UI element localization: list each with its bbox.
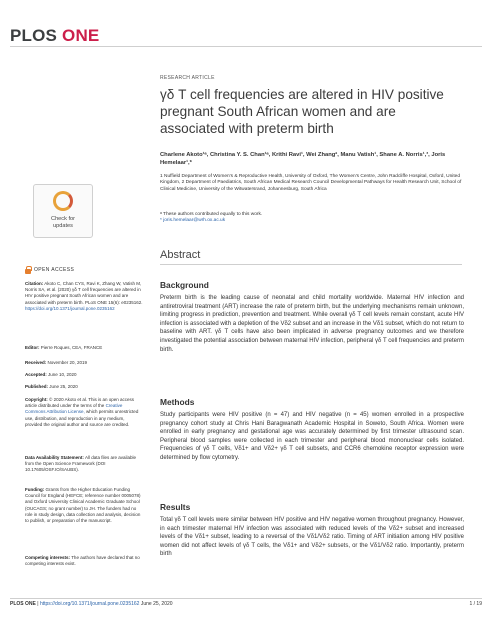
page-footer: [10, 601, 482, 607]
footer-citation: PLOS ONE | https://doi.org/10.1371/journal.pone.0235162 June 25, 2020: [10, 601, 173, 607]
copyright-block: Copyright: © 2020 Akoto et al. This is an open access article distributed under the terms of the Creative Commons Attribution License, which permits unrestricted use, distribution, and reproduction in any medium, provided the original author and source are credited.: [25, 397, 139, 427]
author-list[interactable]: Charlene Akoto¹ᵃ, Christina Y. S. Chan¹ᵃ, Krithi Ravi¹, Wei Zhang², Manu Vatish¹, Shane A. Norris¹,³, Joris Hemelaar¹,*: [160, 152, 446, 166]
article-title: γδ T cell frequencies are altered in HIV positive pregnant South African women and are associated with preterm birth: [160, 87, 444, 136]
accepted-block: Accepted: June 10, 2020: [25, 372, 77, 377]
crossmark-icon: [53, 191, 73, 211]
results-heading: Results: [160, 502, 191, 512]
cc-license-link[interactable]: Creative Commons Attribution License,: [25, 403, 123, 415]
methods-text: Study participants were HIV positive (n = 47) and HIV negative (n = 45) women enrolled in a prospective pregnancy cohort study at Chris Hani Baragwanath Academic Hospital in Soweto, South Africa. Women were enrolled in early pregnancy and gestational age was accurately determined by first trimester ultrasound scan. Peripheral blood samples were collected in each trimester and peripheral blood mononuclear cells isolated. Frequencies of γδ T cells, Vδ1+ and Vδ2+ γδ T cell subsets, and CCR6 chemokine receptor expression were determined by flow cytometry.: [160, 412, 464, 461]
abstract-divider: [160, 264, 462, 265]
logo-one: ONE: [62, 26, 100, 45]
footer-doi-link[interactable]: https://doi.org/10.1371/journal.pone.0235162: [39, 601, 140, 607]
logo-plos: PLOS: [10, 26, 58, 45]
abstract-heading: Abstract: [160, 249, 201, 261]
equal-contribution-note: ᵃ These authors contributed equally to this work.: [160, 212, 263, 217]
funding-block: Funding: Grants from the Higher Education Funding Council for England (HEFCE; reference number 0005078) and Oxford University Clinical Academic Graduate School (OUCAGS; no grant number) to JH. The funders had no role in study design, data collection and analysis, decision to publish, or preparation of the manuscript.: [25, 487, 141, 524]
published-block: Published: June 25, 2020: [25, 384, 78, 389]
data-availability-block: Data Availability Statement: All data files are available from the Open Science Framework (DOI 10.17605/OSF.IO/SAUBS).: [25, 455, 136, 473]
badge-text: Check for updates: [51, 216, 75, 229]
article-type-label: RESEARCH ARTICLE: [160, 75, 215, 81]
open-access-label: OPEN ACCESS: [25, 266, 143, 274]
received-block: Received: November 20, 2019: [25, 360, 88, 365]
editor-block: Editor: Pierre Roques, CEA, FRANCE: [25, 345, 103, 350]
background-heading: Background: [160, 280, 209, 290]
methods-heading: Methods: [160, 397, 195, 407]
competing-interests-block: Competing interests: The authors have declared that no competing interests exist.: [25, 555, 140, 567]
footer-divider: [10, 598, 482, 599]
header-divider: [10, 46, 482, 47]
check-for-updates-badge[interactable]: [33, 184, 93, 238]
affiliations: 1 Nuffield Department of Women's & Reproductive Health, University of Oxford, The Women's Centre, John Radcliffe Hospital, Oxford, United Kingdom, 2 Department of Paediatrics, South African Medical Research Council Developmental Pathways for Health Research Unit, School of Clinical Medicine, University of the Witwatersrand, Johannesburg, South Africa: [160, 174, 462, 192]
open-lock-icon: [25, 266, 31, 274]
citation-doi-link[interactable]: https://doi.org/10.1371/journal.pone.0235162: [25, 305, 115, 311]
corresponding-email-link[interactable]: * joris.hemelaar@wrh.ox.ac.uk: [160, 218, 226, 224]
author-notes: [160, 212, 464, 225]
results-text: Total γδ T cell levels were similar between HIV positive and HIV negative women throughout pregnancy. However, in each trimester maternal HIV infection was associated with reduced levels of the Vδ2+ subset and increased levels of the Vδ1+ subset, leading to a reversal of the Vδ1/Vδ2 ratio. Timing of ART initiation among HIV positive women did not affect levels of γδ T cells, the Vδ1+ and Vδ2+ subsets, or the Vδ1/Vδ2 ratio. Importantly, preterm birth: [160, 517, 464, 558]
journal-logo[interactable]: [10, 26, 99, 46]
citation-block: Citation: Akoto C, Chan CYS, Ravi K, Zhang W, Vatish M, Norris SA, et al. (2020) γδ T cell frequencies are altered in HIV positive pregnant South African women and are associated with preterm birth. PLoS ONE 15(6): e0235162. https://doi.org/10.1371/journal.pone.0235162: [25, 281, 143, 311]
background-text: Preterm birth is the leading cause of neonatal and child mortality worldwide. Maternal HIV infection and antiretroviral treatment (ART) increase the rate of preterm birth, but the underlying mechanisms remain unknown, limiting progress in prediction, prevention and treatment. While overall γδ T cell levels remain constant, acute HIV infection is associated with a depletion of the Vδ2 subset and an increase in the Vδ1 subset, which do not return to baseline with ART. γδ T cells have also been implicated in adverse pregnancy outcomes and we therefore investigated the potential association between maternal HIV infection, peripheral γδ T cell frequencies and preterm birth.: [160, 295, 464, 353]
page-number: 1 / 19: [469, 601, 482, 607]
